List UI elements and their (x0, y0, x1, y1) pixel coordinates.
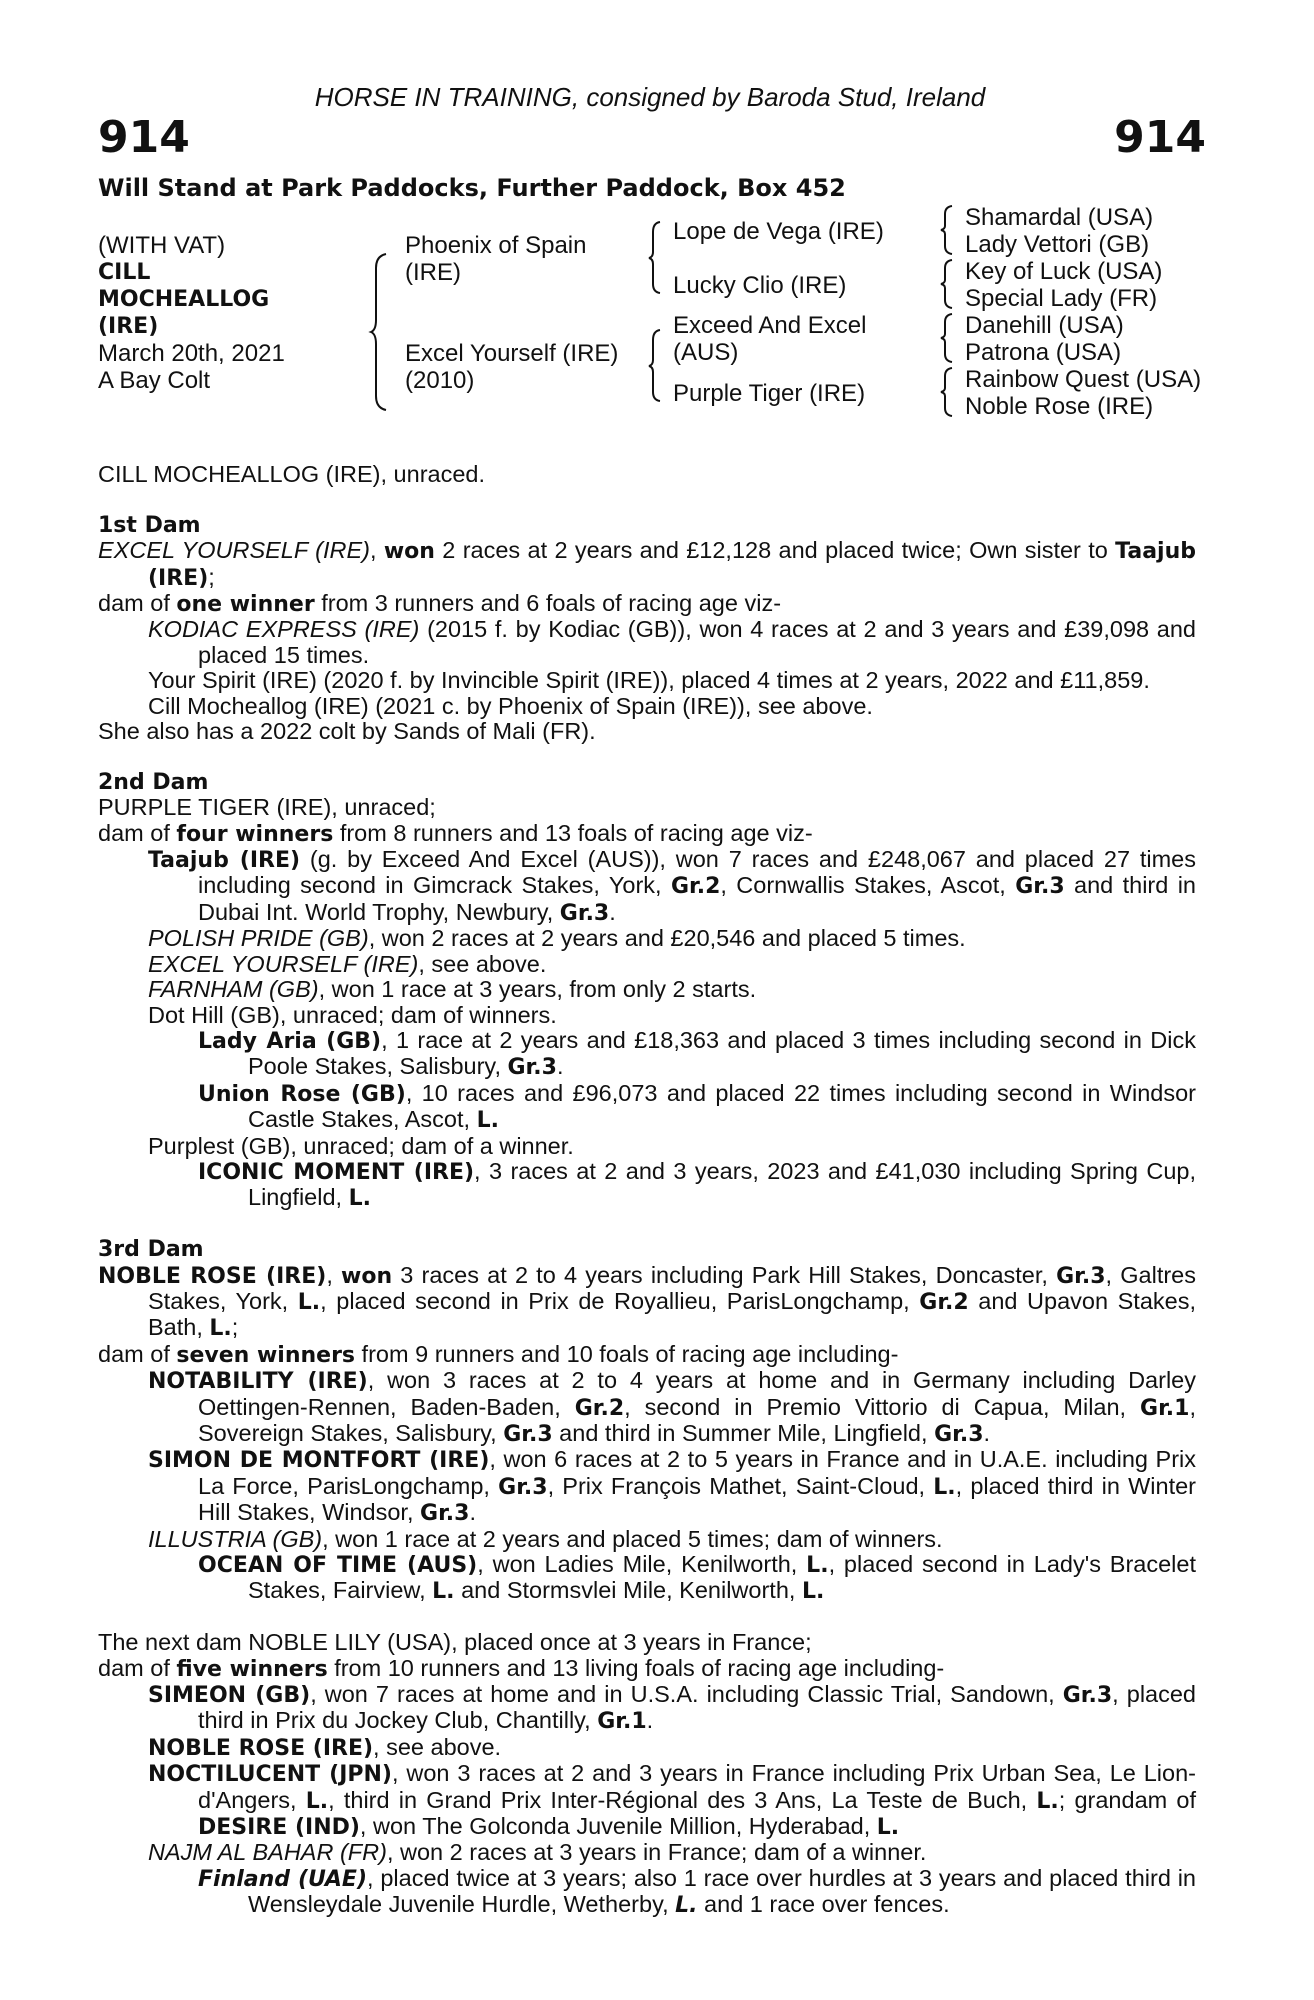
nextdam-produce-noctilucent: NOCTILUCENT (JPN), won 3 races at 2 and 3 years in France including Prix Urban Sea, Le Lion-d'Angers, L., third in Grand Prix Inter-Régional des 3 Ans, La Teste de Buch, L.; grandam of DESIRE (IND), won The Golconda Juvenile Million, Hyderabad, L. (148, 1760, 1197, 1841)
horse-description: A Bay Colt (98, 367, 211, 394)
pedigree-brace-main (370, 252, 390, 412)
nextdam-gp-finland: Finland (UAE), placed twice at 3 years; also 1 race over hurdles at 3 years and placed third in Wensleydale Juvenile Hurdle, Wetherby, L. and 1 race over fences. (198, 1864, 1196, 1919)
dam3-produce-illustria: ILLUSTRIA (GB), won 1 race at 2 years and placed 5 times; dam of winners. (148, 1525, 943, 1552)
horse-name-1: CILL (98, 260, 151, 285)
dam-year: (2010) (405, 367, 475, 394)
horse-identity (98, 232, 285, 394)
pedigree-brace-sire (648, 220, 662, 294)
dam-sire (673, 312, 866, 366)
sire-country: (IRE) (405, 259, 461, 286)
ped-dss: Danehill (USA) (965, 312, 1124, 339)
horse-name-2: MOCHEALLOG (98, 287, 270, 312)
dam2-produce-excel-yourself: EXCEL YOURSELF (IRE), see above. (148, 950, 547, 977)
dam3-gp-ocean-of-time: OCEAN OF TIME (AUS), won Ladies Mile, Kenilworth, L., placed second in Lady's Bracelet Stakes, Fairview, L. and Stormsvlei Mile, Kenilworth, L. (198, 1551, 1196, 1605)
dam2-heading: 2nd Dam (98, 769, 209, 795)
dam3-line2: dam of seven winners from 9 runners and 10 foals of racing age including- (98, 1340, 899, 1368)
dam2-produce-purplest: Purplest (GB), unraced; dam of a winner. (148, 1132, 574, 1159)
pedigree-brace-dam (648, 328, 662, 402)
ped-sds: Key of Luck (USA) (965, 258, 1163, 285)
nextdam-produce-simeon: SIMEON (GB), won 7 races at home and in U.S.A. including Classic Trial, Sandown, Gr.3, placed third in Prix du Jockey Club, Chantilly, Gr.1. (148, 1681, 1196, 1735)
nextdam-produce-najm: NAJM AL BAHAR (FR), won 2 races at 3 years in France; dam of a winner. (148, 1839, 927, 1866)
pedigree-brace-ds (940, 312, 954, 364)
ped-sdd: Special Lady (FR) (965, 285, 1158, 312)
nextdam-line2: dam of five winners from 10 runners and 13 living foals of racing age including- (98, 1654, 945, 1682)
dam-sire-country: (AUS) (673, 339, 739, 366)
pedigree-brace-sd (940, 258, 954, 310)
dam2-line2: dam of four winners from 8 runners and 13 foals of racing age viz- (98, 819, 813, 847)
consignment-line: HORSE IN TRAINING, consigned by Baroda Stud, Ireland (314, 82, 986, 112)
sire-name: Phoenix of Spain (405, 232, 587, 259)
vat-label: (WITH VAT) (98, 232, 226, 259)
catalogue-body (98, 462, 1196, 1919)
dam1-produce-2: Your Spirit (IRE) (2020 f. by Invincible Spirit (IRE)), placed 4 times at 2 years, 2022 and £11,859. (148, 667, 1150, 694)
dam1-produce-3: Cill Mocheallog (IRE) (2021 c. by Phoenix of Spain (IRE)), see above. (148, 692, 873, 719)
race-record: CILL MOCHEALLOG (IRE), unraced. (98, 461, 486, 487)
dam2-gp-lady-aria: Lady Aria (GB), 1 race at 2 years and £18,363 and placed 3 times including second in Dick Poole Stakes, Salisbury, Gr.3. (198, 1026, 1196, 1081)
dam3-produce-notability: NOTABILITY (IRE), won 3 races at 2 to 4 years at home and in Germany including Darley Oettingen-Rennen, Baden-Baden, Gr.2, second in Premio Vittorio di Capua, Milan, Gr.1, Sovereign Stakes, Salisbury, Gr.3 and third in Summer Mile, Lingfield, Gr.3. (148, 1367, 1196, 1447)
dam1-line2: dam of one winner from 3 runners and 6 foals of racing age viz- (98, 590, 782, 618)
dam-dam: Purple Tiger (IRE) (673, 380, 866, 407)
dam2-gp-iconic-moment: ICONIC MOMENT (IRE), 3 races at 2 and 3 years, 2023 and £41,030 including Spring Cup, Lingfield, L. (198, 1157, 1196, 1212)
pedigree-brace-ss (940, 204, 954, 256)
dam2-produce-polish-pride: POLISH PRIDE (GB), won 2 races at 2 years and £20,546 and placed 5 times. (148, 925, 966, 952)
dam2-produce-farnham: FARNHAM (GB), won 1 race at 3 years, from only 2 starts. (148, 976, 757, 1003)
nextdam-line1: The next dam NOBLE LILY (USA), placed once at 3 years in France; (98, 1629, 812, 1656)
ped-dsd: Patrona (USA) (965, 339, 1122, 366)
horse-name-3: (IRE) (98, 314, 159, 339)
dam2-produce-taajub: Taajub (IRE) (g. by Exceed And Excel (AUS)), won 7 races and £248,067 and placed 27 times including second in Gimcrack Stakes, York, Gr.2, Cornwallis Stakes, Ascot, Gr.3 and third in Dubai Int. World Trophy, Newbury, Gr.3. (148, 846, 1196, 926)
ped-dds: Rainbow Quest (USA) (965, 366, 1202, 393)
dam-sire-name: Exceed And Excel (673, 312, 867, 339)
pedigree-brace-dd (940, 366, 954, 418)
ped-sss: Shamardal (USA) (965, 204, 1154, 231)
stand-location: Will Stand at Park Paddocks, Further Paddock, Box 452 (98, 174, 846, 202)
dam (405, 340, 618, 394)
dam-name: Excel Yourself (IRE) (405, 340, 619, 367)
sire-dam: Lucky Clio (IRE) (673, 272, 847, 299)
lot-number-right: 914 (1114, 112, 1206, 163)
dam1-produce-1: KODIAC EXPRESS (IRE) (2015 f. by Kodiac (GB)), won 4 races at 2 and 3 years and £39,098 and placed 15 times. (148, 616, 1196, 668)
foaling-date: March 20th, 2021 (98, 340, 285, 367)
dam1-also: She also has a 2022 colt by Sands of Mali (FR). (98, 718, 596, 745)
dam3-produce-simon: SIMON DE MONTFORT (IRE), won 6 races at 2 to 5 years in France and in U.A.E. including Prix La Force, ParisLongchamp, Gr.3, Prix François Mathet, Saint-Cloud, L., placed third in Winter Hill Stakes, Windsor, Gr.3. (148, 1446, 1196, 1527)
dam2-produce-dot-hill: Dot Hill (GB), unraced; dam of winners. (148, 1001, 557, 1028)
third-generation (965, 204, 1201, 420)
ped-ddd: Noble Rose (IRE) (965, 393, 1154, 420)
nextdam-produce-noble-rose: NOBLE ROSE (IRE), see above. (148, 1733, 502, 1761)
dam1-heading: 1st Dam (98, 512, 201, 538)
ped-ssd: Lady Vettori (GB) (965, 231, 1150, 258)
dam1-line1: EXCEL YOURSELF (IRE), won 2 races at 2 years and £12,128 and placed twice; Own sister to Taajub (IRE); (98, 537, 1196, 591)
dam2-gp-union-rose: Union Rose (GB), 10 races and £96,073 and placed 22 times including second in Windsor Castle Stakes, Ascot, L. (198, 1079, 1196, 1134)
dam3-heading: 3rd Dam (98, 1237, 204, 1263)
sire (405, 232, 586, 286)
lot-number-left: 914 (98, 112, 190, 163)
sire-sire: Lope de Vega (IRE) (673, 218, 884, 245)
dam3-line1: NOBLE ROSE (IRE), won 3 races at 2 to 4 years including Park Hill Stakes, Doncaster, Gr.3, Galtres Stakes, York, L., placed second in Prix de Royallieu, ParisLongchamp, Gr.2 and Upavon Stakes, Bath, L.; (98, 1261, 1196, 1342)
dam2-line1: PURPLE TIGER (IRE), unraced; (98, 794, 436, 821)
